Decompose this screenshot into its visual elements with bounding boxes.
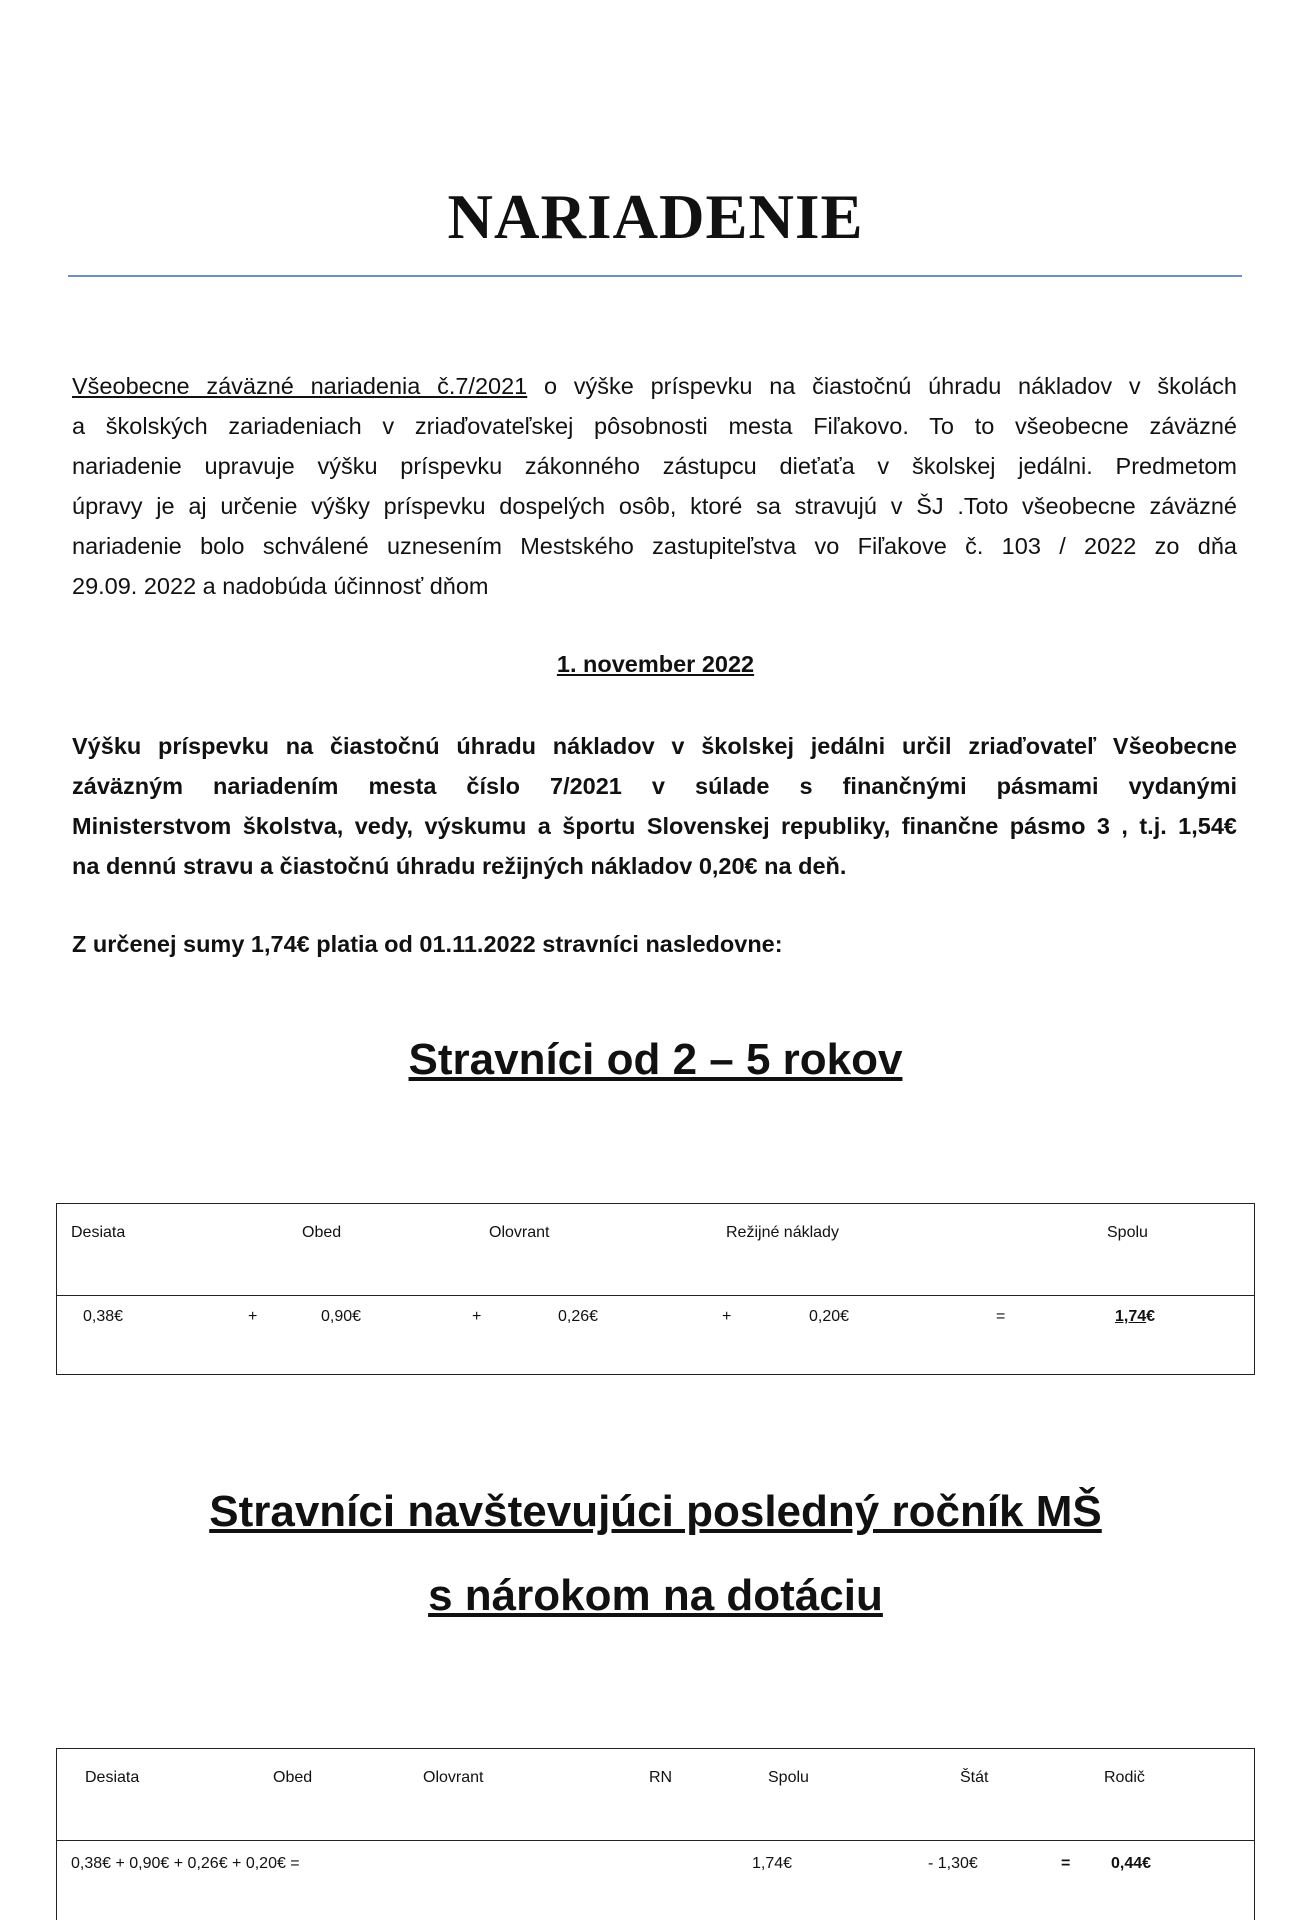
- plus-sign: +: [248, 1308, 258, 1325]
- header-stat: Štát: [960, 1769, 989, 1786]
- table-header-row: [57, 1204, 1255, 1296]
- table-row: [57, 1841, 1255, 1920]
- sum-statement: Z určenej sumy 1,74€ platia od 01.11.2022 stravníci nasledovne:: [72, 931, 783, 957]
- header-rodic: Rodič: [1104, 1769, 1145, 1786]
- intro-line-4: úpravy je aj určenie výšky príspevku dospelých osôb, ktoré sa stravujú v ŠJ .Toto všeobecne záväzné: [72, 493, 1237, 519]
- contribution-line-2: záväzným nariadením mesta číslo 7/2021 v súlade s finančnými pásmami vydanými: [72, 773, 1237, 799]
- title-divider: [68, 275, 1242, 277]
- header-olovrant: Olovrant: [489, 1224, 550, 1241]
- price-table-2-5: [56, 1203, 1255, 1375]
- header-desiata: Desiata: [85, 1769, 140, 1786]
- intro-line-1: Všeobecne záväzné nariadenia č.7/2021 o výške príspevku na čiastočnú úhradu nákladov v školách: [72, 373, 1237, 399]
- value-stat: - 1,30€: [928, 1855, 978, 1872]
- section-1-heading: Stravníci od 2 – 5 rokov: [408, 1035, 903, 1084]
- value-rodic: 0,44€: [1111, 1855, 1152, 1872]
- intro-paragraph: [72, 366, 1237, 606]
- value-spolu: 1,74€: [1115, 1308, 1156, 1325]
- values-sum-expression: 0,38€ + 0,90€ + 0,26€ + 0,20€ =: [71, 1855, 300, 1872]
- header-desiata: Desiata: [71, 1224, 126, 1241]
- header-obed: Obed: [273, 1769, 313, 1786]
- table-header-row: [57, 1749, 1255, 1841]
- value-obed: 0,90€: [321, 1308, 362, 1325]
- intro-line-2: a školských zariadeniach v zriaďovateľskej pôsobnosti mesta Fiľakovo. To to všeobecne záväzné: [72, 413, 1237, 439]
- intro-line-3: nariadenie upravuje výšku príspevku zákonného zástupcu dieťaťa v školskej jedálni. Predmetom: [72, 453, 1237, 479]
- contribution-line-4: na dennú stravu a čiastočnú úhradu režijných nákladov 0,20€ na deň.: [72, 853, 847, 879]
- page-title: NARIADENIE: [447, 182, 864, 252]
- plus-sign: +: [472, 1308, 482, 1325]
- price-table-last-year: [56, 1748, 1255, 1920]
- plus-sign: +: [722, 1308, 732, 1325]
- contribution-line-3: Ministerstvom školstva, vedy, výskumu a športu Slovenskej republiky, finančne pásmo 3 , t.j. 1,54€: [72, 813, 1237, 839]
- regulation-reference: Všeobecne záväzné nariadenia č.7/2021: [72, 373, 528, 399]
- table-row: [57, 1296, 1255, 1375]
- equals-sign: =: [1061, 1855, 1071, 1872]
- section-2-heading-line-1: Stravníci navštevujúci posledný ročník MŠ: [209, 1487, 1102, 1536]
- header-rn: RN: [649, 1769, 673, 1786]
- value-olovrant: 0,26€: [558, 1308, 599, 1325]
- contribution-line-1: Výšku príspevku na čiastočnú úhradu nákladov v školskej jedálni určil zriaďovateľ Všeobecne: [72, 733, 1237, 759]
- header-obed: Obed: [302, 1224, 342, 1241]
- value-desiata: 0,38€: [83, 1308, 124, 1325]
- equals-sign: =: [996, 1308, 1006, 1325]
- intro-line-5: nariadenie bolo schválené uznesením Mestského zastupiteľstva vo Fiľakove č. 103 / 2022 zo dňa: [72, 533, 1237, 559]
- section-2-heading-line-2: s nárokom na dotáciu: [428, 1571, 883, 1620]
- header-spolu: Spolu: [768, 1769, 809, 1786]
- contribution-paragraph: [72, 726, 1237, 886]
- value-rezijne: 0,20€: [809, 1308, 850, 1325]
- value-spolu: 1,74€: [752, 1855, 793, 1872]
- header-rezijne-naklady: Režijné náklady: [726, 1224, 839, 1241]
- intro-line-6: 29.09. 2022 a nadobúda účinnosť dňom: [72, 573, 489, 599]
- header-spolu: Spolu: [1107, 1224, 1148, 1241]
- header-olovrant: Olovrant: [423, 1769, 484, 1786]
- effective-date: 1. november 2022: [556, 651, 755, 677]
